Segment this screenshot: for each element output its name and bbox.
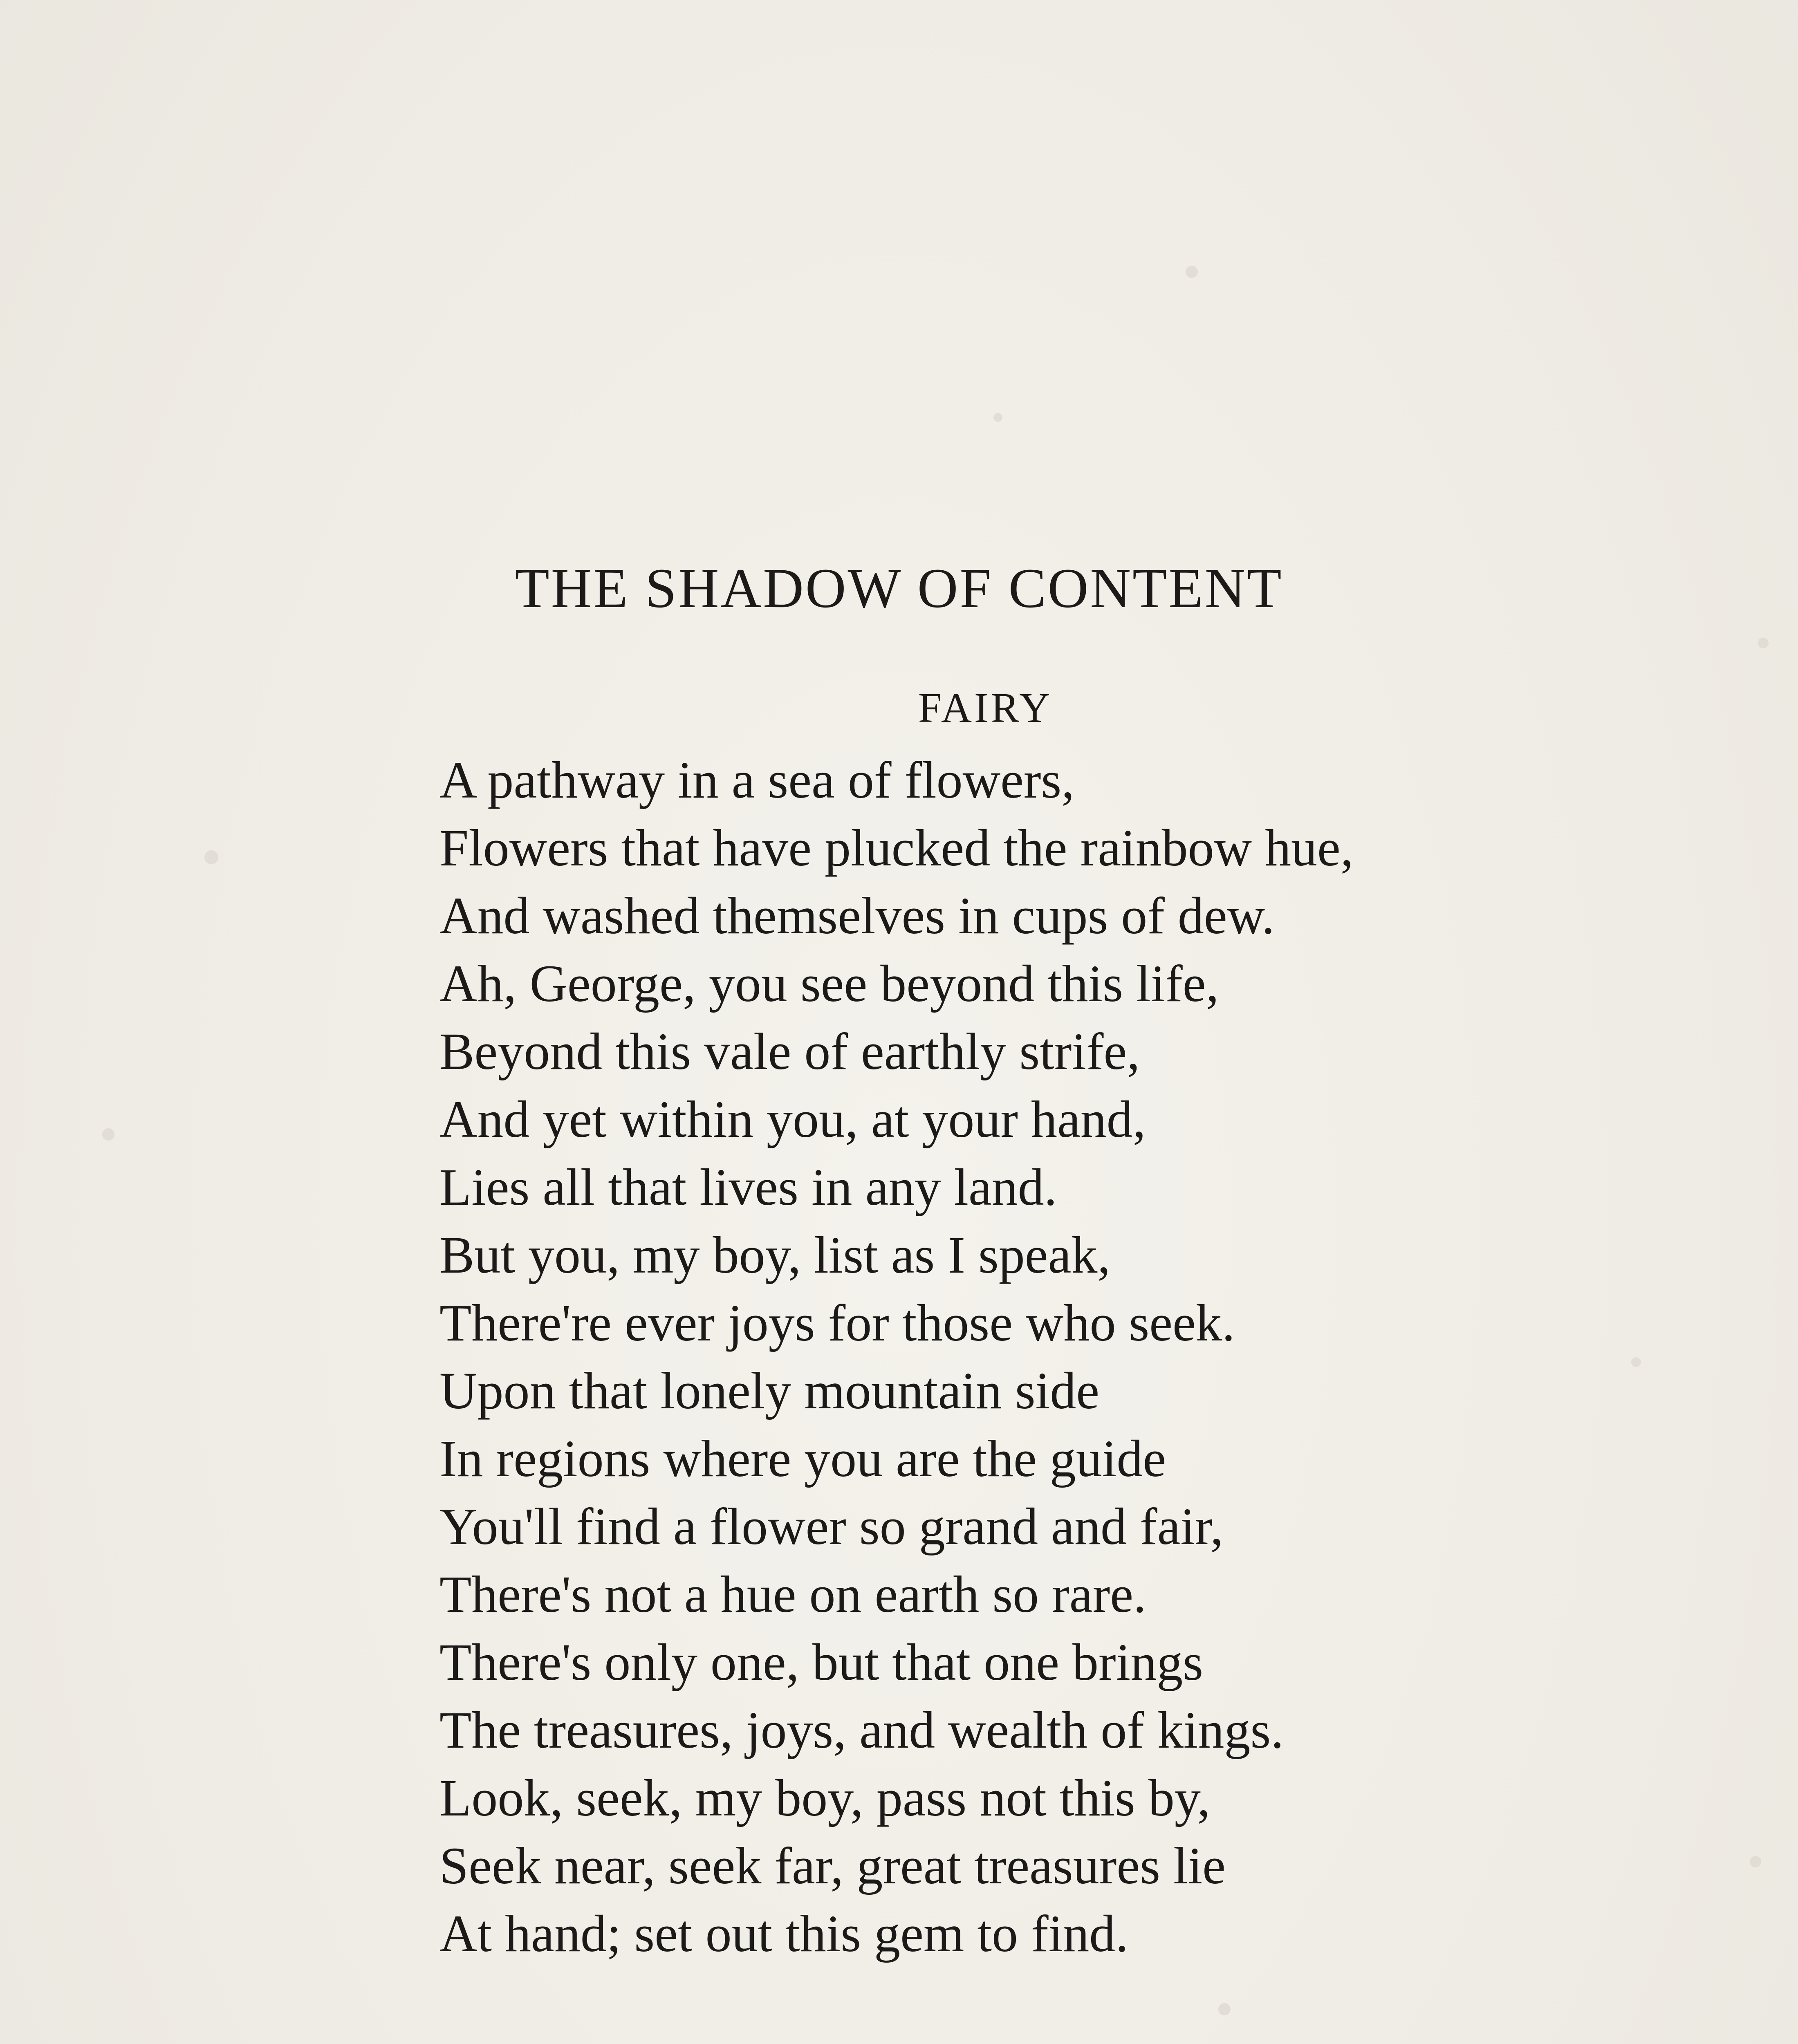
verse-line: Seek near, seek far, great treasures lie — [439, 1837, 1226, 1895]
speaker-name-fairy: FAIRY — [918, 684, 1053, 731]
verse-line: Beyond this vale of earthly strife, — [439, 1022, 1140, 1080]
paper-speck — [1218, 2003, 1231, 2015]
verse-line: There're ever joys for those who seek. — [439, 1294, 1235, 1352]
paper-speck — [1750, 1856, 1761, 1867]
verse-line: Ah, George, you see beyond this life, — [439, 955, 1219, 1013]
verse-line: The treasures, joys, and wealth of kings. — [439, 1701, 1284, 1759]
verse-line: At hand; set out this gem to find. — [439, 1905, 1129, 1963]
verse-line: And washed themselves in cups of dew. — [439, 887, 1275, 945]
poem-title: THE SHADOW OF CONTENT — [515, 557, 1283, 619]
paper-speck — [993, 413, 1002, 422]
verse-line: Upon that lonely mountain side — [439, 1362, 1099, 1420]
verse-line: You'll find a flower so grand and fair, — [439, 1497, 1224, 1555]
verse-line: There's not a hue on earth so rare. — [439, 1565, 1146, 1623]
paper-speck — [1758, 638, 1769, 648]
verse-line: There's only one, but that one brings — [439, 1633, 1203, 1691]
verse-line: Look, seek, my boy, pass not this by, — [439, 1769, 1211, 1827]
verse-line: And yet within you, at your hand, — [439, 1090, 1146, 1148]
verse-line: A pathway in a sea of flowers, — [439, 751, 1075, 809]
fairy-verse — [439, 746, 1584, 1968]
verse-line: But you, my boy, list as I speak, — [439, 1226, 1111, 1284]
paper-speck — [1186, 266, 1198, 278]
paper-speck — [1631, 1357, 1641, 1367]
verse-line: In regions where you are the guide — [439, 1430, 1166, 1488]
paper-speck — [102, 1128, 114, 1141]
verse-line: Flowers that have plucked the rainbow hue, — [439, 819, 1354, 877]
paper-speck — [204, 850, 218, 864]
verse-line: Lies all that lives in any land. — [439, 1158, 1057, 1216]
